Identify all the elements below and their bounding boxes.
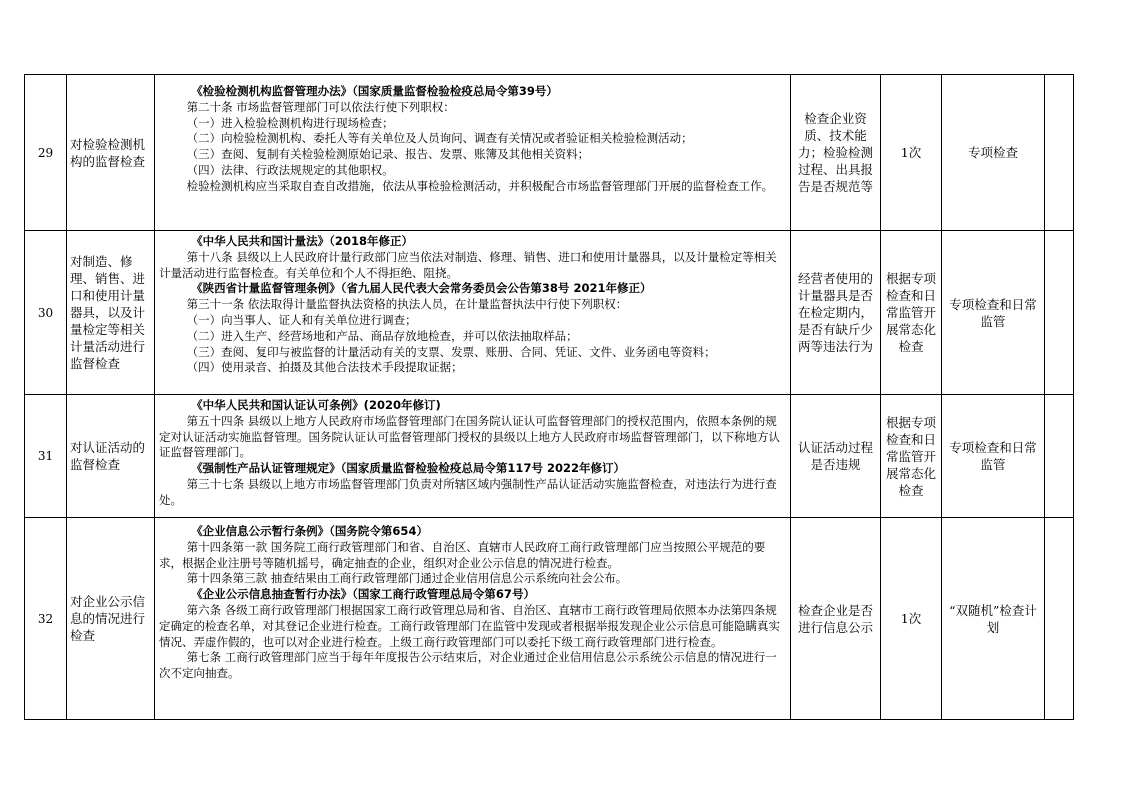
table-row	[25, 231, 1074, 395]
regulation-title: 《检验检测机构监督管理办法》（国家质量监督检验检疫总局令第39号）	[191, 84, 558, 98]
basis-line: 第十四条第三款 抽查结果由工商行政管理部门通过企业信用信息公示系统向社会公布。	[186, 571, 628, 586]
legal-basis	[155, 231, 791, 395]
inspection-method: 专项检查和日常监管	[942, 395, 1045, 518]
inspection-content: 检查企业是否进行信息公示	[791, 518, 881, 720]
regulation-title: 《企业公示信息抽查暂行办法》（国家工商行政管理总局令第67号）	[191, 587, 535, 602]
basis-paragraph: 第五十四条 县级以上地方人民政府市场监督管理部门在国务院认证认可监督管理部门的授权范围内，依照本条例的规定对认证活动实施监督管理。国务院认证认可监督管理部门授权的县级以上地方人民政府市场监督管理部门，以下称地方认证监督管理部门。	[159, 413, 780, 460]
inspection-method: 专项检查和日常监管	[942, 231, 1045, 395]
inspection-frequency: 根据专项检查和日常监管开展常态化检查	[881, 231, 942, 395]
row-number: 29	[25, 75, 67, 231]
regulation-title: 《中华人民共和国计量法》（2018年修正）	[191, 234, 413, 248]
basis-line: 第三十一条 依法取得计量监督执法资格的执法人员，在计量监督执法中行使下列职权：	[186, 297, 628, 312]
legal-basis	[155, 518, 791, 720]
table-row	[25, 395, 1074, 518]
regulation-title: 《强制性产品认证管理规定》（国家质量监督检验检疫总局令第117号 2022年修订）	[191, 461, 625, 476]
row-number: 31	[25, 395, 67, 518]
table-row	[25, 518, 1074, 720]
inspection-method: “双随机”检查计划	[942, 518, 1045, 720]
basis-paragraph: 第十四条第一款 国务院工商行政管理部门和省、自治区、直辖市人民政府工商行政管理部门应当按照公平规范的要求，根据企业注册号等随机摇号，确定抽查的企业，组织对企业公示信息的情况进行检查。	[159, 539, 766, 570]
basis-line: （四）法律、行政法规规定的其他职权。	[186, 162, 394, 177]
inspection-item: 对认证活动的监督检查	[67, 395, 155, 518]
legal-basis	[155, 75, 791, 231]
inspection-frequency: 1次	[881, 75, 942, 231]
remarks-cell	[1045, 395, 1074, 518]
remarks-cell	[1045, 75, 1074, 231]
inspection-content: 检查企业资质、技术能力；检验检测过程、出具报告是否规范等	[791, 75, 881, 231]
basis-paragraph: 第三十七条 县级以上地方市场监督管理部门负责对所辖区域内强制性产品认证活动实施监督检查，对违法行为进行查处。	[159, 476, 777, 507]
inspection-method: 专项检查	[942, 75, 1045, 231]
regulation-title: 《陕西省计量监督管理条例》（省九届人民代表大会常务委员会公告第38号 2021年修正）	[191, 281, 652, 296]
regulation-title: 《中华人民共和国认证认可条例》(2020年修订)	[191, 398, 441, 412]
inspection-content: 经营者使用的计量器具是否在检定期内，是否有缺斤少两等违法行为	[791, 231, 881, 395]
basis-paragraph: 第六条 各级工商行政管理部门根据国家工商行政管理总局和省、自治区、直辖市工商行政管理局依照本办法第四条规定确定的检查名单，对其登记企业进行检查。工商行政管理部门在监管中发现或者根据举报发现企业公示信息可能隐瞒真实情况、弄虚作假的，也可以对企业进行检查。上级工商行政管理部门可以委托下级工商行政管理部门进行检查。	[159, 602, 780, 649]
basis-paragraph: 第十八条 县级以上人民政府计量行政部门应当依法对制造、修理、销售、进口和使用计量器具，以及计量检定等相关计量活动进行监督检查。有关单位和个人不得拒绝、阻挠。	[159, 249, 777, 280]
remarks-cell	[1045, 231, 1074, 395]
inspection-frequency: 1次	[881, 518, 942, 720]
basis-line: （三）查阅、复制有关检验检测原始记录、报告、发票、账簿及其他相关资料；	[186, 147, 590, 162]
basis-line: （二）进入生产、经营场地和产品、商品存放地检查，并可以依法抽取样品；	[186, 328, 578, 343]
basis-paragraph: 检验检测机构应当采取自查自改措施，依法从事检验检测活动，并积极配合市场监督管理部门开展的监督检查工作。	[186, 178, 774, 193]
basis-line: （一）进入检验检测机构进行现场检查；	[186, 115, 394, 130]
row-number: 30	[25, 231, 67, 395]
inspection-items-table	[24, 74, 1074, 720]
basis-paragraph: （三）查阅、复印与被监督的计量活动有关的支票、发票、账册、合同、凭证、文件、业务函电等资料；	[186, 344, 716, 359]
regulation-title: 《企业信息公示暂行条例》（国务院令第654）	[191, 524, 428, 538]
basis-line: （一）向当事人、证人和有关单位进行调查；	[186, 312, 417, 327]
basis-line: 第二十条 市场监督管理部门可以依法行使下列职权：	[186, 99, 455, 114]
basis-line: （二）向检验检测机构、委托人等有关单位及人员询问、调查有关情况或者验证相关检验检测活动；	[186, 131, 693, 146]
remarks-cell	[1045, 518, 1074, 720]
inspection-frequency: 根据专项检查和日常监管开展常态化检查	[881, 395, 942, 518]
inspection-content: 认证活动过程是否违规	[791, 395, 881, 518]
inspection-item: 对制造、修理、销售、进口和使用计量器具，以及计量检定等相关计量活动进行监督检查	[67, 231, 155, 395]
legal-basis	[155, 395, 791, 518]
row-number: 32	[25, 518, 67, 720]
table-row	[25, 75, 1074, 231]
inspection-item: 对检验检测机构的监督检查	[67, 75, 155, 231]
inspection-item: 对企业公示信息的情况进行检查	[67, 518, 155, 720]
basis-line: （四）使用录音、拍摄及其他合法技术手段提取证据；	[186, 360, 463, 375]
basis-paragraph: 第七条 工商行政管理部门应当于每年年度报告公示结束后，对企业通过企业信用信息公示系统公示信息的情况进行一次不定向抽查。	[159, 650, 777, 681]
